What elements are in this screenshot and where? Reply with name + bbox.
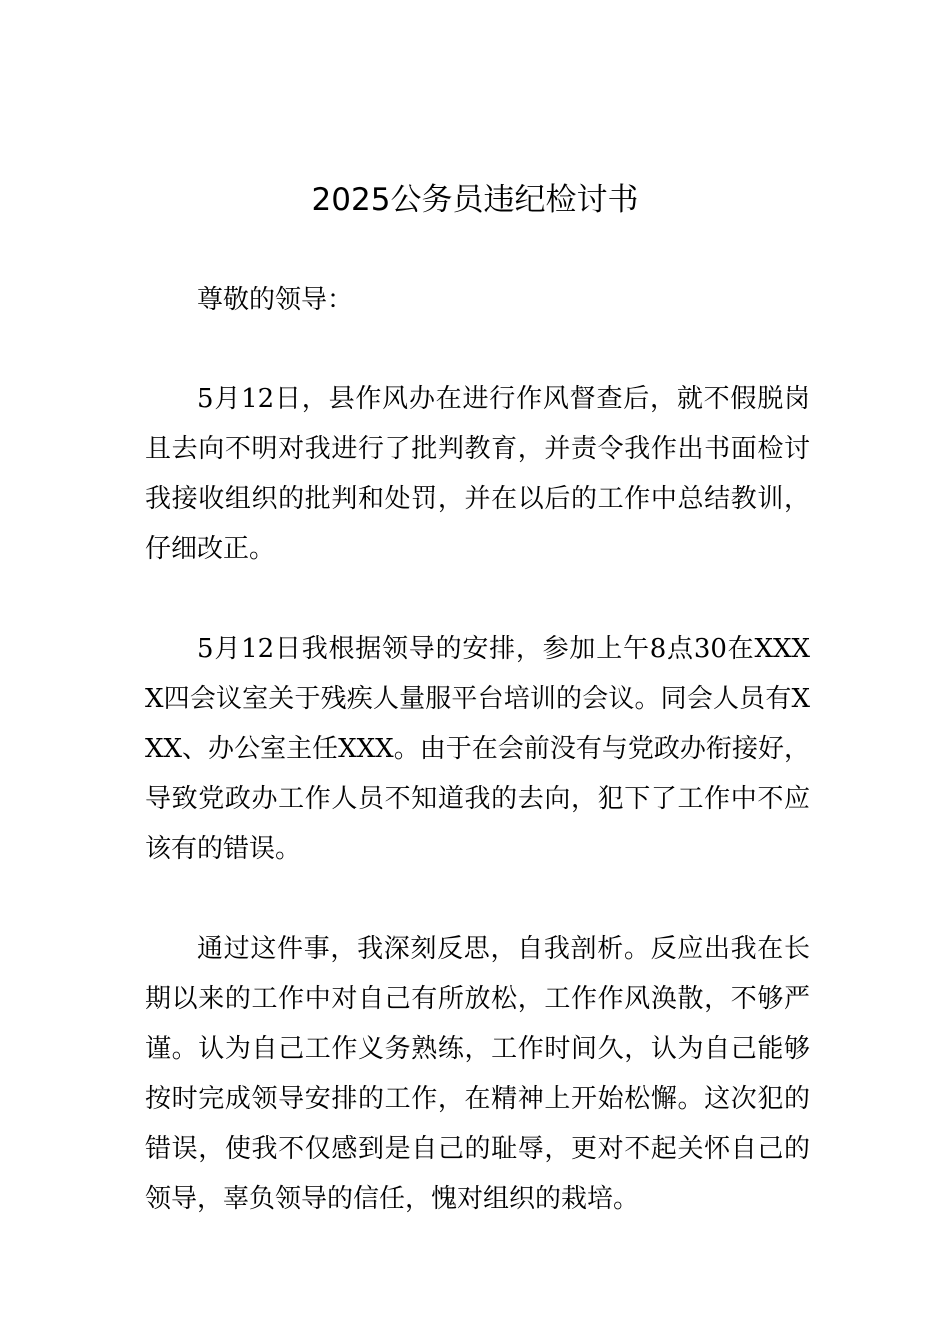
- document-title: 2025公务员违纪检讨书: [311, 182, 639, 218]
- paragraph-2: 5月12日我根据领导的安排，参加上午8点30在XXXX四会议室关于残疾人量服平台培训的会议。同会人员有XXX、办公室主任XXX。由于在会前没有与党政办衔接好，导致党政办工作人员不知道我的去向，犯下了工作中不应该有的错误。: [145, 634, 810, 864]
- salutation: 尊敬的领导：: [197, 285, 354, 315]
- paragraph-1: 5月12日，县作风办在进行作风督查后，就不假脱岗且去向不明对我进行了批判教育，并责令我作出书面检讨我接收组织的批判和处罚，并在以后的工作中总结教训，仔细改正。: [145, 384, 810, 564]
- paragraph-3: 通过这件事，我深刻反思，自我剖析。反应出我在长期以来的工作中对自己有所放松，工作作风涣散，不够严谨。认为自己工作义务熟练，工作时间久，认为自己能够按时完成领导安排的工作，在精神上开始松懈。这次犯的错误，使我不仅感到是自己的耻辱，更对不起关怀自己的领导，辜负领导的信任，愧对组织的栽培。: [145, 934, 810, 1214]
